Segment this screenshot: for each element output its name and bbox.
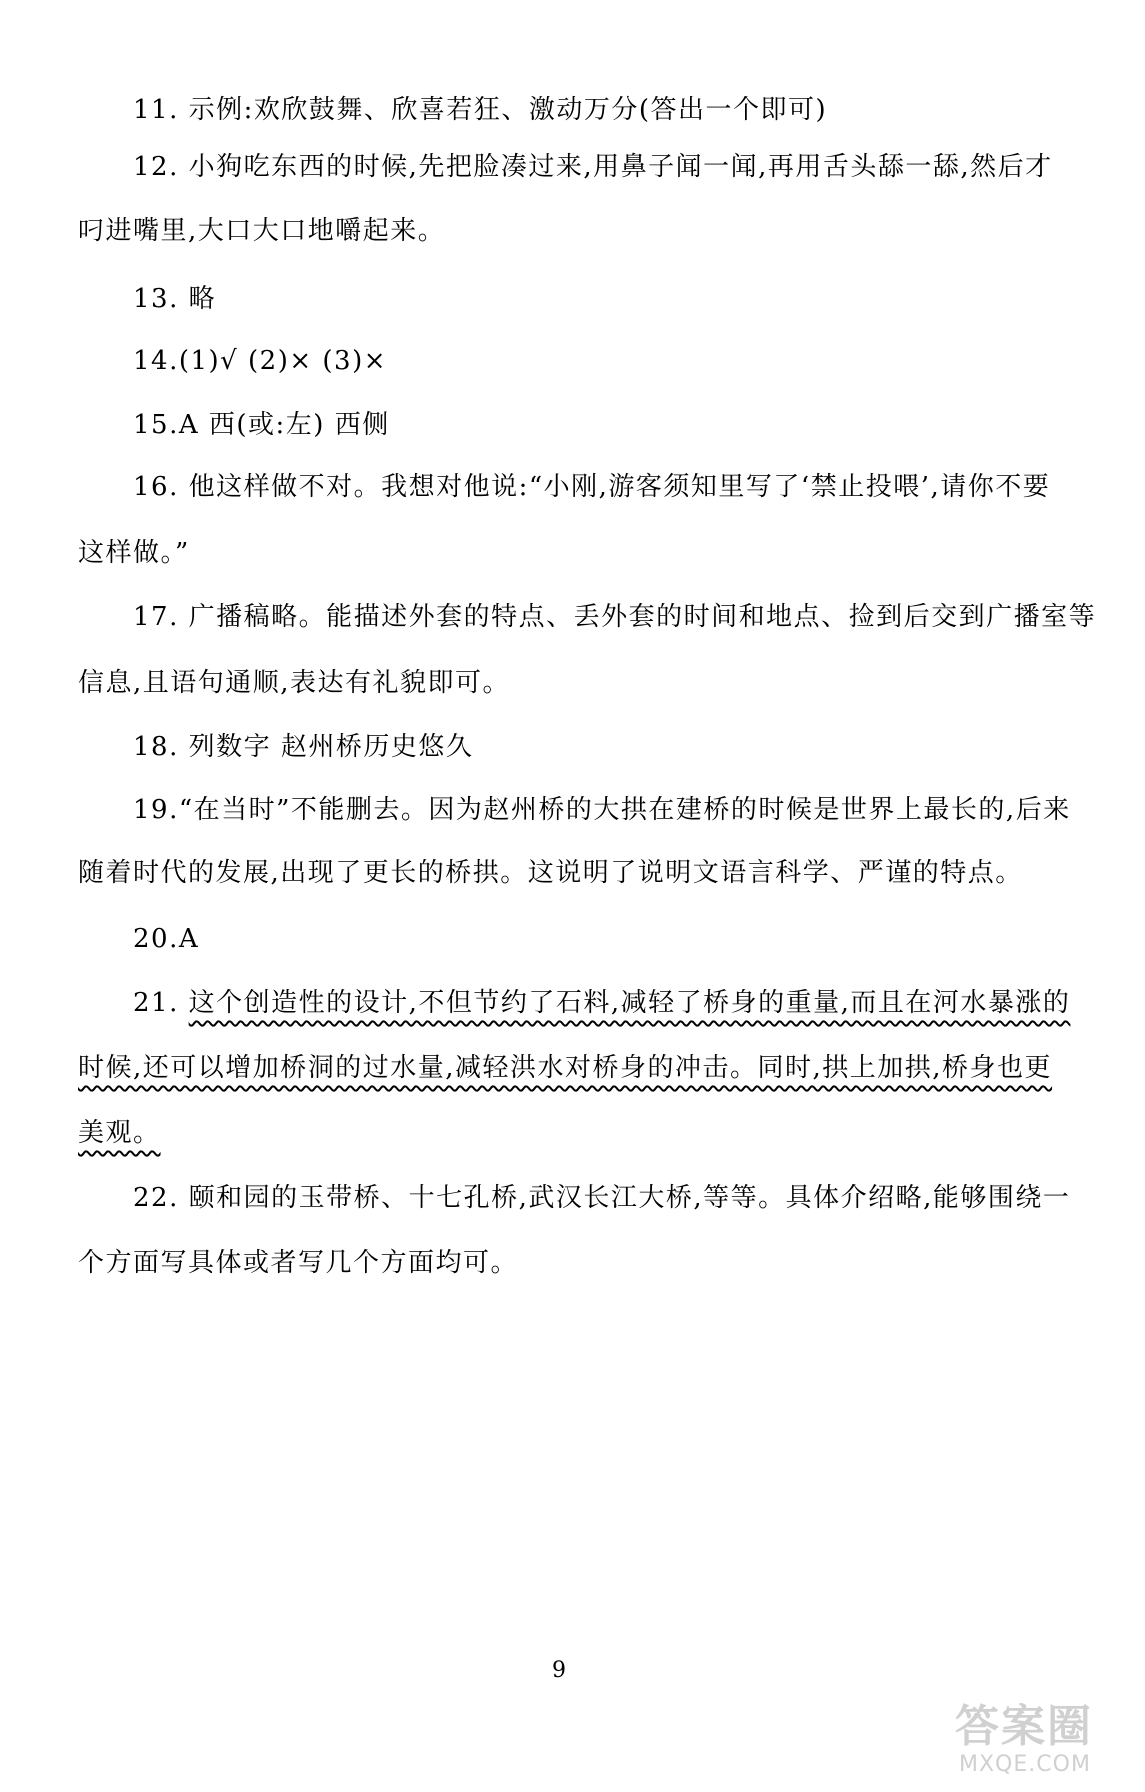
answer-21-line-2 <box>78 1053 1052 1083</box>
answer-13: 13. 略 <box>133 284 217 314</box>
answer-21-number: 21. <box>133 988 189 1018</box>
page-number: 9 <box>552 1658 566 1683</box>
answer-21-line-1 <box>133 988 1070 1018</box>
answer-20: 20.A <box>133 924 200 954</box>
answer-21-underlined-text-3: 美观。 <box>78 1118 161 1148</box>
answer-12-line-2: 叼进嘴里,大口大口地嚼起来。 <box>78 216 446 246</box>
answer-15: 15.A 西(或:左) 西侧 <box>133 410 390 440</box>
watermark-url-text: MXQE.COM <box>959 1752 1091 1777</box>
answer-19-line-2: 随着时代的发展,出现了更长的桥拱。这说明了说明文语言科学、严谨的特点。 <box>78 858 1023 888</box>
answer-12-line-1: 12. 小狗吃东西的时候,先把脸凑过来,用鼻子闻一闻,再用舌头舔一舔,然后才 <box>133 152 1053 182</box>
answer-17-line-1: 17. 广播稿略。能描述外套的特点、丢外套的时间和地点、捡到后交到广播室等 <box>133 602 1097 632</box>
answer-21-underlined-text-1: 这个创造性的设计,不但节约了石料,减轻了桥身的重量,而且在河水暴涨的 <box>188 988 1071 1018</box>
answer-22-line-1: 22. 颐和园的玉带桥、十七孔桥,武汉长江大桥,等等。具体介绍略,能够围绕一 <box>133 1183 1071 1213</box>
watermark-logo <box>955 1690 1140 1788</box>
answer-19-line-1: 19.“在当时”不能删去。因为赵州桥的大拱在建桥的时候是世界上最长的,后来 <box>133 795 1071 825</box>
answer-18: 18. 列数字 赵州桥历史悠久 <box>133 732 474 762</box>
answer-17-line-2: 信息,且语句通顺,表达有礼貌即可。 <box>78 668 511 698</box>
answer-21-line-3 <box>78 1118 161 1148</box>
answer-21-underlined-text-2: 时候,还可以增加桥洞的过水量,减轻洪水对桥身的冲击。同时,拱上加拱,桥身也更 <box>78 1053 1053 1083</box>
answer-16-line-1: 16. 他这样做不对。我想对他说:“小刚,游客须知里写了‘禁止投喂’,请你不要 <box>133 472 1051 502</box>
answer-22-line-2: 个方面写具体或者写几个方面均可。 <box>78 1248 519 1278</box>
answer-11: 11. 示例:欢欣鼓舞、欣喜若狂、激动万分(答出一个即可) <box>133 95 828 125</box>
answer-16-line-2: 这样做。” <box>78 538 190 568</box>
watermark-logo-text: 答案圈 <box>955 1701 1093 1752</box>
answer-14: 14.(1)√ (2)× (3)× <box>133 346 388 376</box>
